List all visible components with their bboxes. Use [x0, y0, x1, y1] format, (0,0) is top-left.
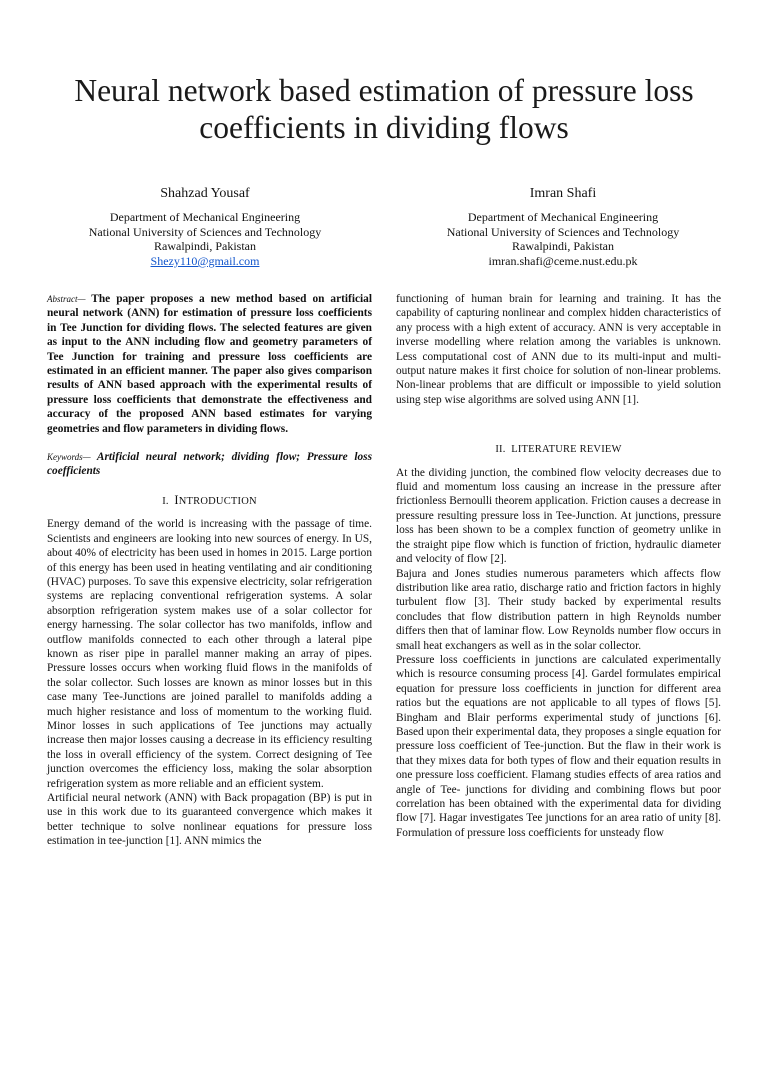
author-department: Department of Mechanical Engineering	[109, 210, 301, 224]
keywords	[47, 450, 372, 479]
literature-paragraph: Bajura and Jones studies numerous parameters which affects flow distribution like area ratio, discharge ratio and friction factors in highly turbulent flow [3]. Their study backed by experimental results concludes that flow distribution pattern in high Reynolds number differs then that of laminar flow. Low Reynolds number flow occurs in small heat exchangers as well as in the solar collector.	[396, 567, 721, 652]
literature-paragraph: Pressure loss coefficients in junctions are calculated experimentally which is resource consuming process [4]. Gardel formulates empirical equation for pressure loss coefficients in junction for different area ratios but the equations are not applicable to all types of flows [5]. Bingham and Blair performs experimental study of junctions [6]. Based upon their experimental data, they proposes a single equation for pressure loss coefficient of Tee-junction. But the flaw in their work is that they mixes data for both types of flow and their equation results in one pressure loss coefficient. Flamang studies effects of area ratios and angle of Tee- junctions for dividing and combining flows but poor correlation has been obtained with the experimental data for dividing flow [7]. Hagar investigates Tee junctions for an area ratio of unity [8]. Formulation of pressure loss coefficients for unsteady flow	[396, 653, 721, 839]
author-university: National University of Sciences and Technology	[446, 224, 680, 239]
abstract	[47, 292, 372, 436]
author-name: Shahzad Yousaf	[160, 186, 250, 201]
author-email: imran.shafi@ceme.nust.edu.pk	[488, 253, 638, 268]
author-city: Rawalpindi, Pakistan	[512, 239, 614, 254]
author-name: Imran Shafi	[529, 186, 597, 201]
paper-title	[60, 72, 708, 146]
author-city: Rawalpindi, Pakistan	[154, 239, 256, 254]
author-department: Department of Mechanical Engineering	[467, 210, 659, 224]
left-column	[47, 292, 372, 849]
section-title: LITERATURE REVIEW	[511, 444, 622, 456]
author-email-link[interactable]: Shezy110@gmail.com	[150, 253, 260, 268]
section-number: II.	[495, 444, 506, 456]
title-line-2: coefficients in dividing flows	[199, 110, 569, 145]
intro-paragraph-continued: functioning of human brain for learning and training. It has the capability of capturing nonlinear and complex hidden characteristics of any process with a high extent of accuracy. ANN is very acceptable in inverse modelling where relation among the variables is unknown. Less computational cost of ANN due to its multi-input and multi-output nature makes it first choice for solution of non-linear problems. Non-linear problems that are difficult or impossible to yield solution using step wise algorithms are solved using ANN [1].	[396, 293, 721, 406]
author-block-2	[398, 186, 728, 268]
section-gap	[396, 407, 721, 429]
section-number: I.	[162, 495, 169, 507]
section-heading-literature-review	[396, 443, 721, 457]
section-title-cap: I	[174, 492, 179, 507]
right-column	[396, 292, 721, 840]
literature-paragraph: At the dividing junction, the combined flow velocity decreases due to fluid and momentum loss causing an increase in the pressure after frictionless Bernoulli theorem application. Friction causes a decrease in pressure resulting pressure loss in Tee-Junction. At junctions, pressure loss has been shown to be a complex function of geometry unlike in the straight pipe flow which is function of friction, hydraulic diameter and velocity of flow [2].	[396, 466, 721, 566]
section-heading-introduction	[47, 493, 372, 509]
section-title-rest: NTRODUCTION	[178, 495, 257, 507]
author-university: National University of Sciences and Technology	[88, 224, 322, 239]
intro-paragraph: Artificial neural network (ANN) with Back propagation (BP) is put in use in this work due to its guaranteed convergence which makes it better technique to solve nonlinear equations for pressure loss estimation in tee-junction [1]. ANN mimics the	[47, 792, 372, 848]
abstract-text: The paper proposes a new method based on artificial neural network (ANN) for estimation of pressure loss coefficients in Tee Junction for dividing flows. The selected features are given as input to the ANN including flow and geometry parameters of Tee Junction for training and pressure loss coefficients are estimated in an efficient manner. The paper also gives comparison results of ANN based approach with the experimental results of pressure loss coefficients that demonstrate the effectiveness and accuracy of the proposed ANN based estimates for varying geometries and flow parameters in dividing flows.	[47, 293, 372, 435]
author-block-1	[40, 186, 370, 268]
intro-paragraph: Energy demand of the world is increasing with the passage of time. Scientists and engineers are looking into new sources of energy. In US, about 40% of electricity has been used in homes in 2015. Large portion of this energy has been used in heating ventilating and air conditioning (HVAC) purposes. To save this expensive electricity, solar refrigeration systems are replacing conventional refrigeration systems. A solar absorption refrigeration system makes use of a solar collector for energy harnessing. The solar collector has two manifolds, inflow and outflow manifolds connected to each other through a lateral pipe known as riser pipe in parallel manner making an array of pipes. Pressure losses occurs when working fluid flows in the manifolds of the solar collector. Such losses are known as minor losses but in this case many Tee-Junctions are joined parallel to manifolds adding a much higher resistance and loss of momentum to the working fluid. Minor losses in such applications of Tee junctions may actually increase then major losses causing a decrease in its efficiency resulting the loss in overall efficiency of the system. Correct designing of Tee junction overcomes the efficiency loss, making the solar absorption refrigeration system as more reliable and an efficient system.	[47, 518, 372, 790]
abstract-label: Abstract—	[47, 294, 86, 304]
title-line-1: Neural network based estimation of pressure loss	[74, 73, 694, 108]
keywords-label: Keywords—	[47, 452, 91, 463]
keywords-text: Artificial neural network; dividing flow; Pressure loss coefficients	[47, 451, 372, 478]
